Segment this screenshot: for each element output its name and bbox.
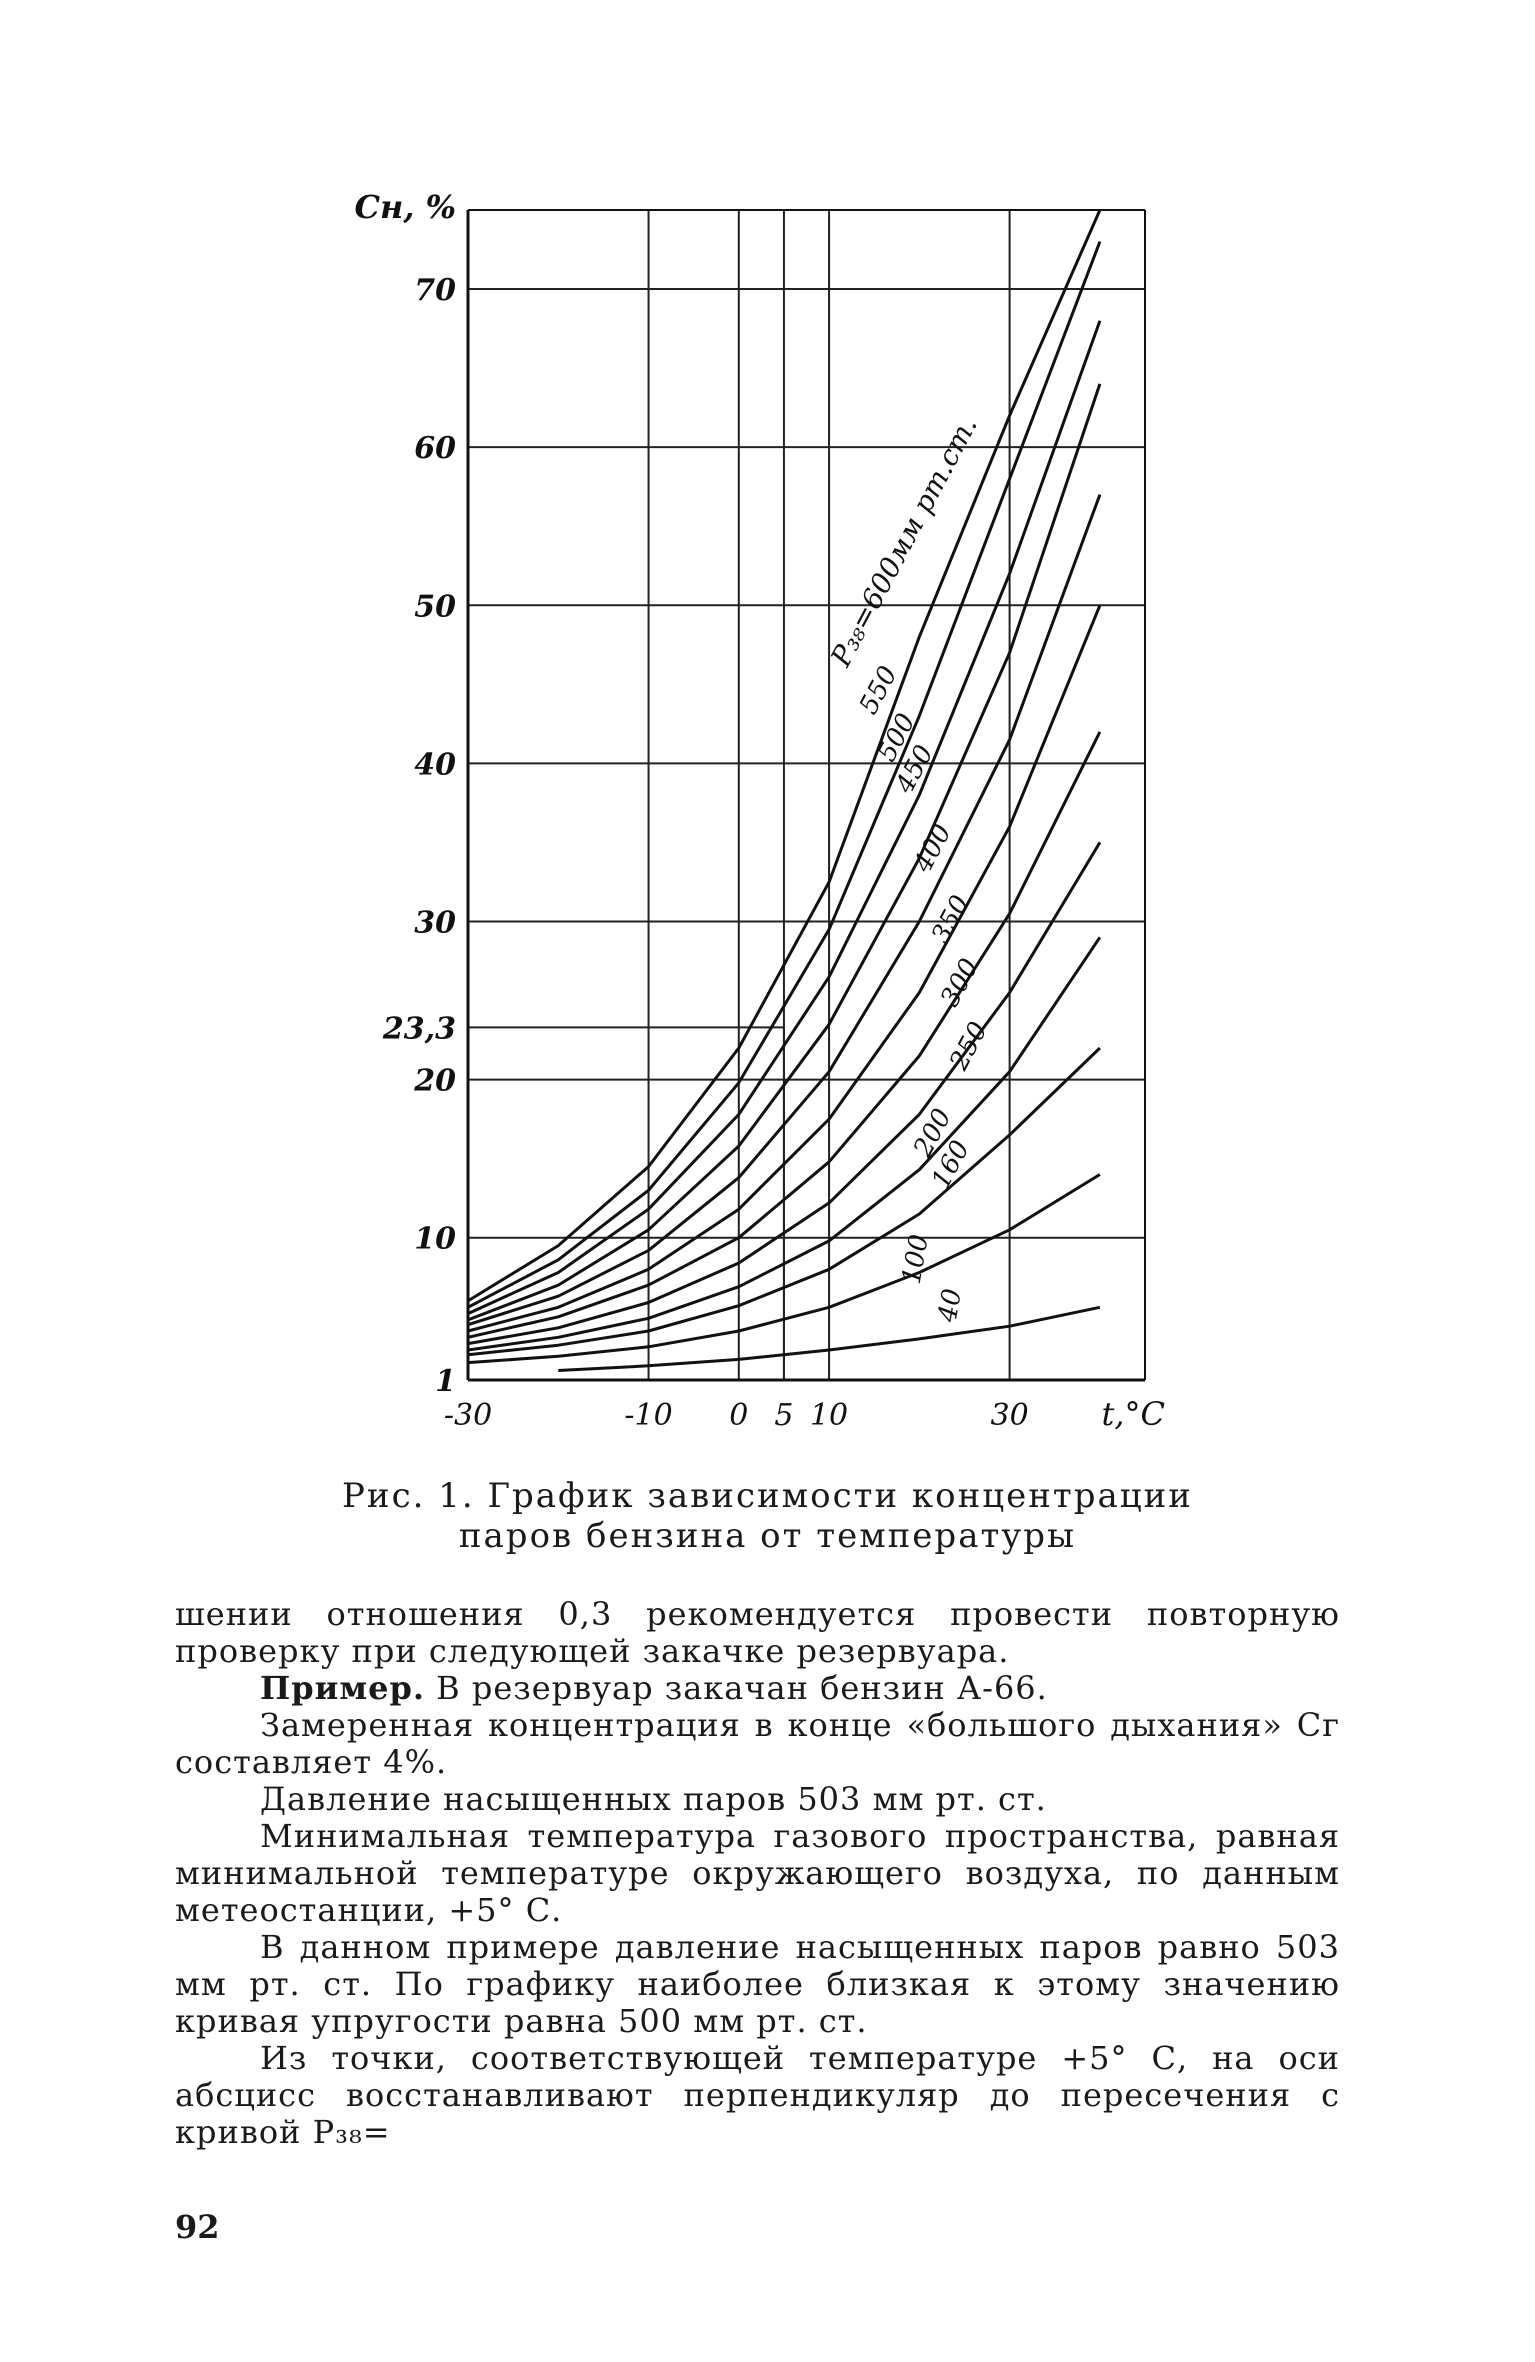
x-axis-title: t,°C: [1101, 1395, 1165, 1433]
x-tick-label: 10: [809, 1398, 849, 1433]
curve-label-300: 300: [935, 953, 985, 1012]
paragraph-7: Из точки, соответствующей температуре +5° С, на оси абсцисс восстанавливают перпендикуляр до пересечения с кривой P₃₈=: [175, 2039, 1340, 2151]
paragraph-5: Минимальная температура газового пространства, равная минимальной температуре окружающего воздуха, по данным метеостанции, +5° С.: [175, 1817, 1340, 1929]
chart-labels: [355, 188, 1165, 1433]
x-tick-label: -10: [624, 1398, 673, 1433]
curve-label-40: 40: [932, 1286, 969, 1325]
curve-label-250: 250: [944, 1017, 994, 1075]
page-number: 92: [175, 2208, 220, 2246]
y-tick-label: 10: [414, 1221, 456, 1257]
chart-grid: [468, 210, 1145, 1380]
body-text: [175, 1596, 1340, 2151]
curve-label-350: 350: [926, 890, 976, 949]
curve-label-500: 500: [871, 708, 922, 767]
paragraph-1: шении отношения 0,3 рекомендуется провести повторную проверку при следующей закачке резервуара.: [175, 1595, 1340, 1670]
y-tick-label: 50: [414, 589, 456, 625]
y-tick-label: 23,3: [382, 1011, 456, 1047]
curve-label-160: 160: [926, 1135, 976, 1194]
chart-frame: [468, 210, 1145, 1380]
curve-label-400: 400: [908, 819, 958, 878]
caption-line-1: Рис. 1. График зависимости концентрации: [342, 1476, 1193, 1516]
curve-label-450: 450: [889, 740, 940, 799]
paragraph-3: Замеренная концентрация в конце «большого дыхания» Cг составляет 4%.: [175, 1706, 1340, 1781]
example-label: Пример.: [260, 1669, 425, 1707]
paragraph-4: Давление насыщенных паров 503 мм рт. ст.: [260, 1780, 1047, 1818]
example-text: В резервуар закачан бензин А-66.: [425, 1669, 1048, 1707]
curve-label-550: 550: [853, 661, 904, 720]
figure-caption: [0, 1476, 1535, 1556]
y-tick-label: 30: [414, 905, 456, 941]
x-tick-label: 5: [774, 1398, 794, 1433]
y-tick-label: 1: [435, 1364, 456, 1399]
y-tick-label: 20: [414, 1063, 456, 1099]
x-tick-label: -30: [443, 1398, 493, 1433]
y-axis-title: Cн, %: [354, 188, 456, 226]
curve-label-200: 200: [908, 1104, 958, 1162]
y-tick-label: 60: [414, 431, 456, 467]
curve-label-100: 100: [896, 1232, 935, 1287]
curve-label-600: P₃₈=600мм рт.ст.: [824, 410, 984, 672]
x-tick-label: 30: [990, 1398, 1029, 1433]
caption-line-2: паров бензина от температуры: [458, 1516, 1077, 1556]
paragraph-6: В данном примере давление насыщенных паров равно 503 мм рт. ст. По графику наиболее близкая к этому значению кривая упругости равна 500 мм рт. ст.: [175, 1928, 1340, 2040]
paragraph-example: [175, 1670, 1340, 1707]
y-tick-label: 40: [414, 747, 456, 783]
y-tick-label: 70: [414, 273, 456, 309]
x-tick-label: 0: [729, 1398, 749, 1433]
